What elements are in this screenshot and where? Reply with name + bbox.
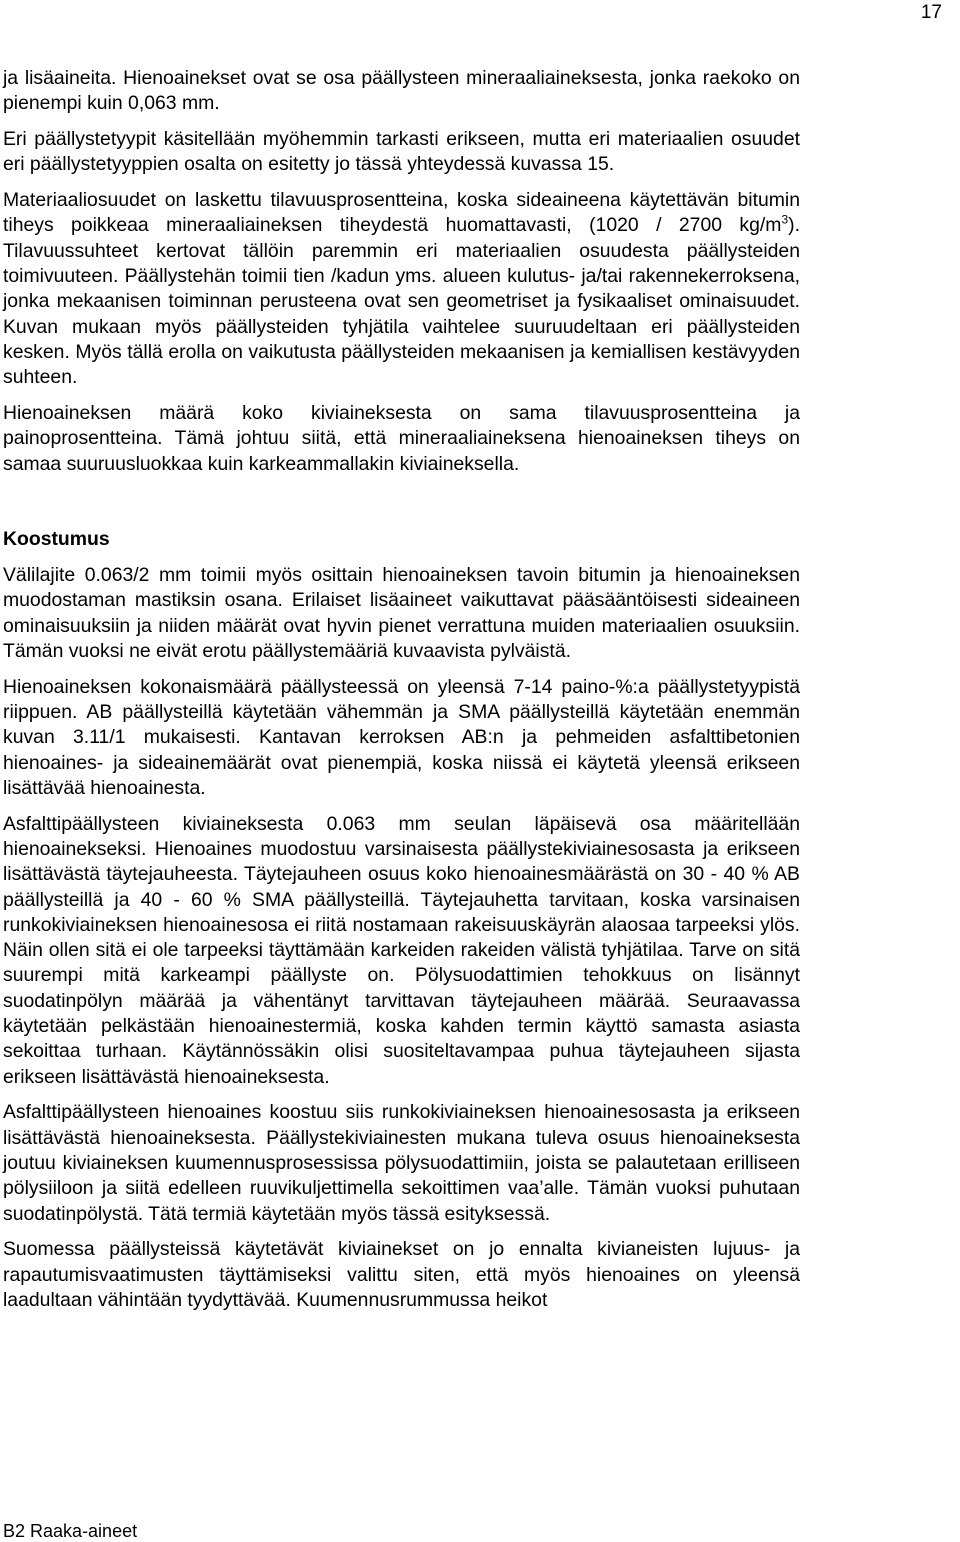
paragraph-fines-definition: Asfalttipäällysteen kiviaineksesta 0.063 mm seulan läpäisevä osa määritellään hienoainekseksi. Hienoaines muodostuu varsinaisesta päällystekiviainesosasta ja erikseen lisättävästä täytejauheesta. Täytejauheen osuus koko hienoainesmäärästä on 30 - 40 % AB päällysteillä ja 40 - 60 % SMA päällysteillä. Täytejauhetta tarvitaan, koska varsinaisen runkokiviaineksen hienoainesosa ei riitä nostamaan rakeisuuskäyrän alaosaa tarpeeksi ylös. Näin ollen sitä ei ole tarpeeksi täyttämään karkeiden rakeiden välistä tyhjätilaa. Tarve on sitä suurempi mitä karkeampi päällyste on. Pölysuodattimien tehokkuus on lisännyt suodatinpölyn määrää ja vähentänyt tarvittavan täytejauheen määrää. Seuraavassa käytetään pelkästään hienoainestermiä, koska kahden termin käyttö samasta asiasta sekoittaa turhaan. Käytännössäkin olisi suositeltavampaa puhua täytejauheen sijasta erikseen lisättävästä hienoaineksesta.	[3, 812, 800, 1088]
paragraph-intro: ja lisäaineita. Hienoainekset ovat se osa päällysteen mineraaliaineksesta, jonka raekoko on pienempi kuin 0,063 mm.	[3, 67, 800, 115]
paragraph-pavement-types: Eri päällystetyypit käsitellään myöhemmin tarkasti erikseen, mutta eri materiaalien osuudet eri päällystetyyppien osalta on esitetty jo tässä yhteydessä kuvassa 15.	[3, 128, 800, 176]
superscript-three: 3	[781, 213, 789, 228]
paragraph-fines-amount: Hienoaineksen määrä koko kiviaineksesta on sama tilavuusprosentteina ja painoprosentteina. Tämä johtuu siitä, että mineraaliaineksena hienoaineksen tiheys on samaa suuruusluokkaa kuin karkeammallakin kiviaineksella.	[3, 402, 800, 475]
paragraph-finland-aggregates: Suomessa päällysteissä käytetävät kiviainekset on jo ennalta kivianeisten lujuus- ja rapautumisvaatimusten täyttämiseksi valittu siten, että myös hienoaines on yleensä laadultaan vähintään tyydyttävää. Kuumennusrummussa heikot	[3, 1238, 800, 1311]
paragraph-material-shares-text-continued: ). Tilavuussuhteet kertovat tällöin paremmin eri materiaalien osuudesta päällysteiden toimivuuteen. Päällystehän toimii tien /kadun yms. alueen kulutus- ja/tai rakennekerroksena, jonka mekaanisen toiminnan perusteena ovat sen geometriset ja fysikaaliset ominaisuudet. Kuvan mukaan myös päällysteiden tyhjätila vaihtelee suuruudeltaan eri päällysteiden kesken. Myös tällä erolla on vaikutusta päällysteiden mekaanisen ja kemiallisen kestävyyden suhteen.	[3, 214, 800, 389]
paragraph-intermediate-fraction: Välilajite 0.063/2 mm toimii myös osittain hienoaineksen tavoin bitumin ja hienoaineksen muodostaman mastiksin osana. Erilaiset lisäaineet vaikuttavat pääsääntöisesti sideaineen ominaisuuksiin ja niiden määrät ovat hyvin pienet verrattuna muiden materiaalien osuuksiin. Tämän vuoksi ne eivät erotu päällystemääriä kuvaavista pylväistä.	[3, 563, 800, 662]
section-heading-koostumus: Koostumus	[3, 527, 110, 550]
paragraph-fines-composition: Asfalttipäällysteen hienoaines koostuu siis runkokiviaineksen hienoainesosasta ja erikseen lisättävästä hienoaineksesta. Päällystekiviainesten mukana tuleva osuus hienoaineksesta joutuu kiviaineksen kuumennusprosessissa pölysuodattimiin, joista se palautetaan erilliseen pölysiiloon ja siitä edelleen ruuvikuljettimella sekoittimen vaa’alle. Tämän vuoksi puhutaan suodatinpölystä. Tätä termiä käytetään myös tässä esityksessä.	[3, 1101, 800, 1225]
paragraph-total-fines: Hienoaineksen kokonaismäärä päällysteessä on yleensä 7-14 paino-%:a päällystetyypistä riippuen. AB päällysteillä käytetään vähemmän ja SMA päällysteillä käytetään enemmän kuvan 3.11/1 mukaisesti. Kantavan kerroksen AB:n ja pehmeiden asfalttibetonien hienoaines- ja sideainemäärät ovat pienempiä, koska niissä ei käytetä yleensä erikseen lisättävää hienoainesta.	[3, 675, 800, 799]
paragraph-material-shares-text: Materiaaliosuudet on laskettu tilavuusprosentteina, koska sideaineena käytettävän bitumin tiheys poikkeaa mineraaliaineksen tiheydestä huomattavasti, (1020 / 2700 kg/m	[3, 189, 800, 237]
page-number: 17	[920, 2, 942, 23]
footer-label: B2 Raaka-aineet	[3, 1521, 138, 1541]
document-body	[3, 66, 800, 1313]
paragraph-material-shares	[3, 188, 800, 390]
